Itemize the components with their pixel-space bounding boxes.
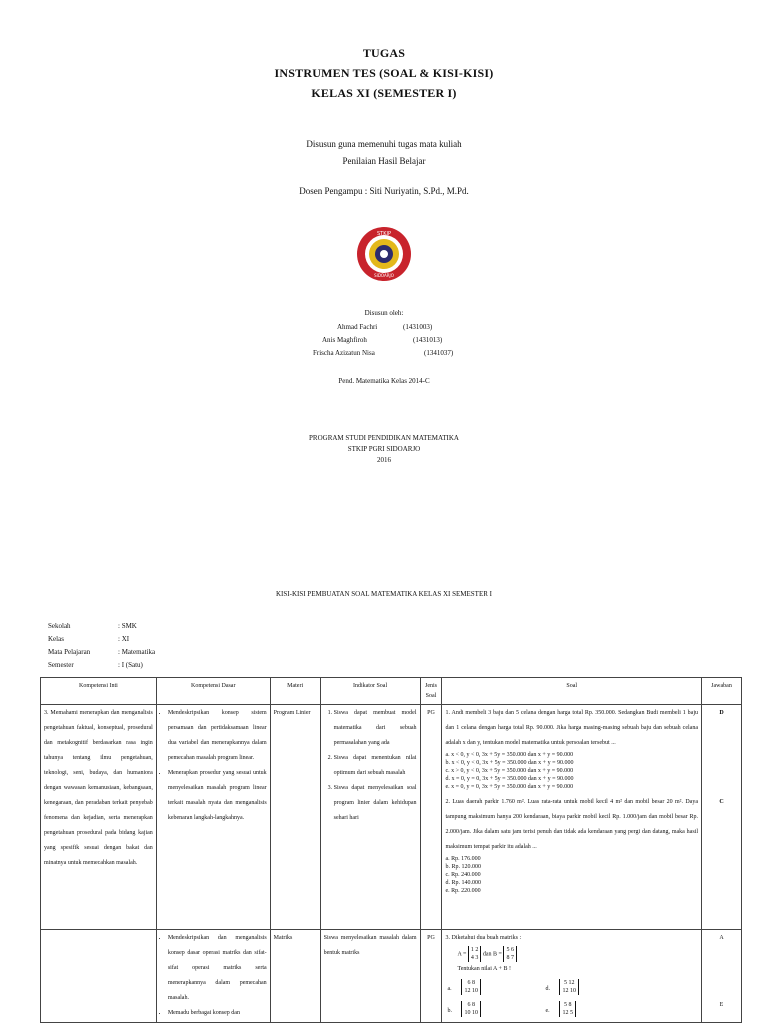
cover-purpose: Disusun guna memenuhi tugas mata kuliah [306, 139, 462, 149]
author-name-3: Frischa Azizatun Nisa [313, 349, 375, 357]
jawaban-cell [701, 705, 741, 930]
answer-1: D [719, 710, 724, 716]
prepared-by: Disusun oleh: [364, 309, 404, 317]
institution: STKIP PGRI SIDOARJO [347, 445, 421, 453]
logo-top-text: STKIP [377, 231, 391, 237]
jenis-cell: PG [420, 930, 442, 1023]
matrix-a: 1 2 4 3 [468, 946, 482, 962]
matrix-option-e: 5 8 12 5 [559, 1001, 576, 1017]
kisi-heading: KISI-KISI PEMBUATAN SOAL MATEMATIKA KELAS XI SEMESTER I [276, 590, 492, 598]
author-name-2: Anis Maghfiroh [322, 336, 367, 344]
logo-bottom-text: SIDOARJO [374, 273, 394, 278]
table-row [41, 930, 742, 1023]
indikator-cell: Siswa menyelesaikan masalah dalam bentuk matriks [320, 930, 420, 1023]
col-header: Kompetensi Dasar [156, 678, 270, 705]
kd-item: • Menerapkan prosedur yang sesuai untuk menyelesaikan masalah program linear terkait masalah nyata dan menganalisis kebenaran langkah-langkahnya. [168, 766, 267, 826]
indikator-item: 1. Siswa dapat membuat model matematika dari sebuah permasalahan yang ada [334, 706, 417, 751]
author-nim-1: (1431003) [403, 323, 433, 331]
soal-cell [442, 930, 702, 1023]
table-row [41, 705, 742, 930]
question-3-ask: Tentukan nilai A + B ! [457, 966, 511, 972]
year: 2016 [377, 456, 391, 464]
option-row-1: a. 6 8 12 10 d. 5 12 12 10 [445, 977, 698, 999]
program: PROGRAM STUDI PENDIDIKAN MATEMATIKA [309, 434, 459, 442]
question-2: 2. Luas daerah parkir 1.760 m². Luas rata-rata untuk mobil kecil 4 m² dan mobil besar 20 m². Daya tampung maksimum hanya 200 kendaraan, biaya parkir mobil kecil Rp. 1.000/jam dan mobil besar Rp. 2.000/jam. Jika dalam satu jam terisi penuh dan tidak ada kendaraan yang pergi dan datang, maka hasil maksimum tempat parkir itu adalah ... a. Rp. 176.000 b. Rp. 120.000 c. Rp. 240.000 d. Rp. 140.000 e. Rp. 220.000 [445, 799, 698, 894]
author-nim-3: (1341037) [424, 349, 454, 357]
col-header: Jenis Soal [420, 678, 442, 705]
soal-cell [442, 705, 702, 930]
jawaban-cell [701, 930, 741, 1023]
cohort: Pend. Matematika Kelas 2014-C [338, 377, 430, 385]
answer-3: A [719, 935, 724, 941]
question-3-matrices: A = 1 2 4 3 dan B = 5 6 8 7 [445, 946, 698, 962]
question-2-options: a. Rp. 176.000 b. Rp. 120.000 c. Rp. 240.000 d. Rp. 140.000 e. Rp. 220.000 [445, 856, 481, 894]
kisi-table [40, 677, 742, 1023]
col-header: Soal [442, 678, 702, 705]
answer-4: E [719, 1002, 724, 1008]
indikator-item: 3. Siswa dapat menyelesaikan soal program linier dalam kehidupan sehari hari [334, 781, 417, 826]
kd-item: • Memadu berbagai konsep dan [168, 1006, 267, 1021]
table-header-row [41, 678, 742, 705]
indikator-cell [320, 705, 420, 930]
ki-cell-empty [41, 930, 157, 1023]
ki-cell: 3. Memahami menerapkan dan menganalisis pengetahuan faktual, konseptual, prosedural dan metakognitif berdasarkan rasa ingin tahunya tentang ilmu pengetahuan, teknologi, seni, budaya, dan humaniora dengan wawasan kemanusiaan, kebangsaan, kenegaraan, dan peradaban terkait penyebab fenomena dan kejadian, serta menerapkan pengetahuan prosedural pada bidang kajian yang spesifik sesuai dengan bakat dan minatnya untuk memecahkan masalah. [41, 705, 157, 930]
question-3: 3. Diketahui dua buah matriks : [445, 935, 522, 941]
answer-2: C [719, 799, 724, 805]
cover-title: TUGAS [362, 46, 406, 60]
kd-item: • Mendeskripsikan dan menganalisis konsep dasar operasi matriks dan sifat-sifat operasi matriks serta menerapkannya dalam pemecahan masalah. [168, 931, 267, 1006]
matrix-option-b: 6 8 10 10 [461, 1001, 481, 1017]
question-1: 1. Andi membeli 3 baju dan 5 celana dengan harga total Rp. 350.000. Sedangkan Budi membeli 1 baju dan 1 celana dengan harga total Rp. 90.000. Jika harga masing-masing sebuah baju dan sebuah celana adalah x dan y, tentukan model matematika untuk persoalan tersebut ... a. x < 0, y < 0, 3x + 5y = 350.000 dan x + y = 90.000 b. x < 0, y < 0, 3x + 5y = 350.000 dan x + y = 90.000 c. x > 0, y < 0, 3x + 5y = 350.000 dan x + y = 90.000 d. x = 0, y = 0, 3x + 5y = 350.000 dan x + y = 90.000 e. x = 0, y = 0, 3x + 5y = 350.000 dan x + y = 90.000 [445, 710, 698, 790]
materi-cell: Matriks [270, 930, 320, 1023]
option-row-2: b. 6 8 10 10 e. 5 8 12 5 [445, 999, 698, 1021]
matrix-b: 5 6 8 7 [503, 946, 517, 962]
kd-cell [156, 705, 270, 930]
col-header: Indikator Soal [320, 678, 420, 705]
cover-subtitle: INSTRUMEN TES (SOAL & KISI-KISI) [274, 66, 494, 80]
author-nim-2: (1431013) [413, 336, 443, 344]
kd-cell [156, 930, 270, 1023]
cover-class: KELAS XI (SEMESTER I) [311, 86, 457, 100]
cover-lecturer: Dosen Pengampu : Siti Nuriyatin, S.Pd., M.Pd. [299, 186, 469, 196]
indikator-item: 2. Siswa dapat menentukan nilai optimum dari sebuah masalah [334, 751, 417, 781]
col-header: Jawaban [701, 678, 741, 705]
question-1-options: a. x < 0, y < 0, 3x + 5y = 350.000 dan x + y = 90.000 b. x < 0, y < 0, 3x + 5y = 350.000 dan x + y = 90.000 c. x > 0, y < 0, 3x + 5y = 350.000 dan x + y = 90.000 d. x = 0, y = 0, 3x + 5y = 350.000 dan x + y = 90.000 e. x = 0, y = 0, 3x + 5y = 350.000 dan x + y = 90.000 [445, 752, 574, 790]
materi-cell: Program Linier [270, 705, 320, 930]
cover-course: Penilaian Hasil Belajar [342, 156, 426, 166]
matrix-option-a: 6 8 12 10 [461, 979, 481, 995]
col-header: Materi [270, 678, 320, 705]
col-header: Kompetensi Inti [41, 678, 157, 705]
institution-logo [356, 226, 412, 282]
kd-item: • Mendeskripsikan konsep sistem persamaan dan pertidaksamaan linear dua variabel dan menerapkannya dalam pemecahan masalah program linear. [168, 706, 267, 766]
matrix-option-d: 5 12 12 10 [559, 979, 579, 995]
author-name-1: Ahmad Fachri [337, 323, 378, 331]
jenis-cell: PG [420, 705, 442, 930]
